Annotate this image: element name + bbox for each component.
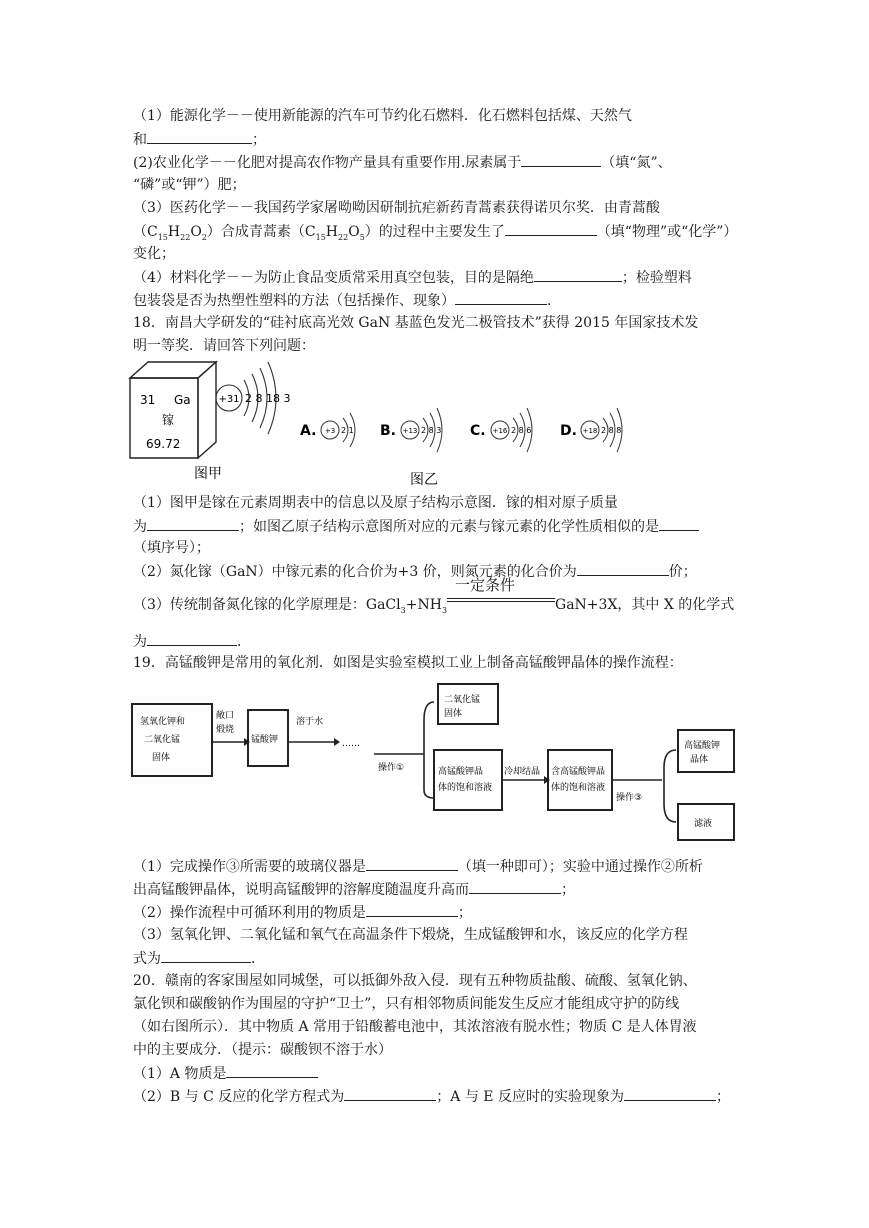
q20-line-1: 20．赣南的客家围屋如同城堡，可以抵御外敌入侵．现有五种物质盐酸、硫酸、氢氧化钠、 — [133, 973, 697, 989]
box-saturated-solution-2-line-1: 含高锰酸钾晶 — [551, 767, 606, 777]
answer-blank[interactable] — [659, 516, 699, 531]
answer-blank[interactable] — [534, 267, 622, 282]
option-shells: 2 8 3 — [421, 426, 442, 435]
arrow-label-calcine-1: 敞口 — [216, 711, 235, 721]
box-mno2-line-1: 二氧化锰 — [444, 695, 481, 705]
box-kmno4-crystal-line-1: 高锰酸钾 — [684, 741, 721, 751]
option-atom-c — [470, 408, 532, 452]
q17-line-3: (2)农业化学－－化肥对提高农作物产量具有重要作用.尿素属于 （填“氮”、 — [133, 152, 672, 173]
answer-blank[interactable] — [455, 290, 547, 305]
q18-part2: （2）氮化镓（GaN）中镓元素的化合价为+3 价，则氮元素的化合价为 价； — [133, 561, 697, 582]
box-filtrate-label: 滤液 — [694, 819, 713, 829]
answer-blank[interactable] — [505, 221, 597, 236]
q19-part2: （2）操作流程中可循环利用的物质是 ； — [133, 902, 472, 923]
box-raw-materials-line-1: 氢氧化钾和 — [140, 717, 186, 727]
q17-line-7: 变化； — [133, 246, 175, 262]
element-symbol: Ga — [174, 393, 191, 407]
q19-part1-line-2: 出高锰酸钾晶体，说明高锰酸钾的溶解度随温度升高而 ； — [133, 879, 575, 900]
box-saturated-solution-2-line-2: 体的饱和溶液 — [551, 783, 606, 793]
ga-shells: 2 8 18 3 — [245, 392, 291, 405]
answer-blank[interactable] — [366, 856, 458, 871]
option-atom-b — [380, 408, 442, 452]
q19-line-1: 19．高锰酸钾是常用的氧化剂．如图是实验室模拟工业上制备高锰酸钾晶体的操作流程： — [133, 655, 683, 671]
figure-label-jia: 图甲 — [194, 466, 222, 482]
option-nucleus: +13 — [402, 427, 418, 435]
operation-1-label: 操作① — [378, 763, 405, 773]
q17-line-1: （1）能源化学－－使用新能源的汽车可节约化石燃料．化石燃料包括煤、天然气 — [133, 108, 632, 124]
answer-blank[interactable] — [147, 516, 239, 531]
answer-blank[interactable] — [147, 631, 237, 646]
box-saturated-solution-1-line-2: 体的饱和溶液 — [438, 783, 493, 793]
q17-line-9: 包装袋是否为热塑性塑料的方法（包括操作、现象） ． — [133, 290, 561, 311]
atomic-mass: 69.72 — [146, 437, 181, 451]
box-kmno4-crystal — [678, 730, 734, 772]
option-shells: 2 8 6 — [511, 426, 532, 435]
option-shells: 2 8 8 — [601, 426, 622, 435]
answer-blank[interactable] — [366, 902, 458, 917]
option-atom-d — [560, 408, 622, 452]
q17-line-5: （3）医药化学－－我国药学家屠呦呦因研制抗疟新药青蒿素获得诺贝尔奖．由青蒿酸 — [133, 200, 660, 216]
q18-line-1: 18．南昌大学研发的“硅衬底高光效 GaN 基蓝色发光二极管技术”获得 2015 年国家技术发 — [133, 315, 699, 331]
box-raw-materials-line-3: 固体 — [152, 753, 171, 763]
option-nucleus: +16 — [492, 427, 508, 435]
answer-blank[interactable] — [469, 879, 561, 894]
answer-blank[interactable] — [577, 561, 669, 576]
q18-part1-line-2: 为 ；如图乙原子结构示意图所对应的元素与镓元素的化学性质相似的是 — [133, 516, 699, 537]
q19-part3-line-2: 式为 ． — [133, 948, 265, 969]
option-atom-a — [300, 413, 355, 447]
q20-line-4: 中的主要成分．（提示：碳酸钡不溶于水） — [133, 1042, 392, 1058]
option-letter: A. — [300, 423, 317, 439]
arrow-label-cool-crystallize: 冷却结晶 — [504, 767, 541, 777]
q17-line-8: （4）材料化学－－为防止食品变质常采用真空包装，目的是隔绝 ；检验塑料 — [133, 267, 692, 288]
option-shells: 2 1 — [341, 426, 354, 435]
option-nucleus: +3 — [324, 427, 336, 435]
option-nucleus: +18 — [582, 427, 598, 435]
answer-blank[interactable] — [521, 152, 601, 167]
figure-label-yi: 图乙 — [410, 472, 438, 488]
q19-part1-line-1: （1）完成操作③所需要的玻璃仪器是 （填一种即可）；实验中通过操作②所析 — [133, 856, 703, 877]
box-kmno4-crystal-line-2: 晶体 — [690, 755, 709, 765]
ga-nucleus: +31 — [218, 394, 240, 405]
box-saturated-solution-2 — [548, 750, 612, 810]
option-letter: C. — [470, 423, 486, 439]
atomic-number: 31 — [140, 393, 156, 407]
box-raw-materials-line-2: 二氧化锰 — [144, 735, 181, 745]
q17-line-4: “磷”或“钾”）肥； — [133, 177, 246, 193]
box-saturated-solution-1-line-1: 高锰酸钾晶 — [438, 767, 484, 777]
q17-line-6: $(C_{15}H_{22}O_2)$合成青蒿素$(C_{15}H_{22}O_5)$的过程中主要发生了 （填“物理”或“化学”） — [133, 221, 737, 248]
answer-blank[interactable] — [344, 1086, 436, 1101]
q20-part1: （1）A 物质是 — [133, 1063, 318, 1084]
answer-blank[interactable] — [226, 1063, 318, 1078]
process-flow-diagram — [128, 680, 740, 848]
q17-line-2: 和 ； — [133, 129, 266, 150]
box-mno2-line-2: 固体 — [444, 709, 463, 719]
q18-part3-line-2: 为 ． — [133, 631, 251, 652]
q18-part1-line-3: （填序号）； — [133, 540, 210, 556]
q20-line-2: 氯化钡和碳酸钠作为围屋的守护“卫士”，只有相邻物质间能发生反应才能组成守护的防线 — [133, 996, 680, 1012]
option-letter: D. — [560, 423, 577, 439]
q20-part2: （2）B 与 C 反应的化学方程式为 ；A 与 E 反应时的实验现象为 ； — [133, 1086, 730, 1107]
answer-blank[interactable] — [161, 948, 251, 963]
element-name: 镓 — [162, 413, 175, 427]
operation-3-label: 操作③ — [616, 793, 643, 803]
q19-part3-line-1: （3）氢氧化钾、二氧化锰和氧气在高温条件下煅烧，生成锰酸钾和水，该反应的化学方程 — [133, 927, 688, 943]
q18-part3: （3）传统制备氮化镓的化学原理是：$GaCl_3+NH_3$ 一定条件 GaN+3X，其中 X 的化学式 — [133, 576, 735, 615]
answer-blank[interactable] — [147, 129, 252, 144]
arrow-label-dissolve: 溶于水 — [296, 717, 324, 727]
q18-line-2: 明一等奖．请回答下列问题： — [133, 338, 315, 354]
option-letter: B. — [380, 423, 396, 439]
q18-part1-line-1: （1）图甲是镓在元素周期表中的信息以及原子结构示意图．镓的相对原子质量 — [133, 495, 618, 511]
q20-line-3: （如右图所示）．其中物质 A 常用于铅酸蓄电池中，其浓溶液有脱水性；物质 C 是人体胃液 — [133, 1019, 697, 1035]
flow-ellipsis: …… — [342, 739, 360, 749]
gallium-figure — [128, 358, 658, 490]
box-potassium-manganate-label: 锰酸钾 — [251, 735, 279, 745]
arrow-label-calcine-2: 煅烧 — [216, 725, 235, 735]
answer-blank[interactable] — [624, 1086, 716, 1101]
box-saturated-solution-1 — [434, 750, 502, 810]
reaction-condition-arrow: 一定条件 — [447, 595, 555, 609]
